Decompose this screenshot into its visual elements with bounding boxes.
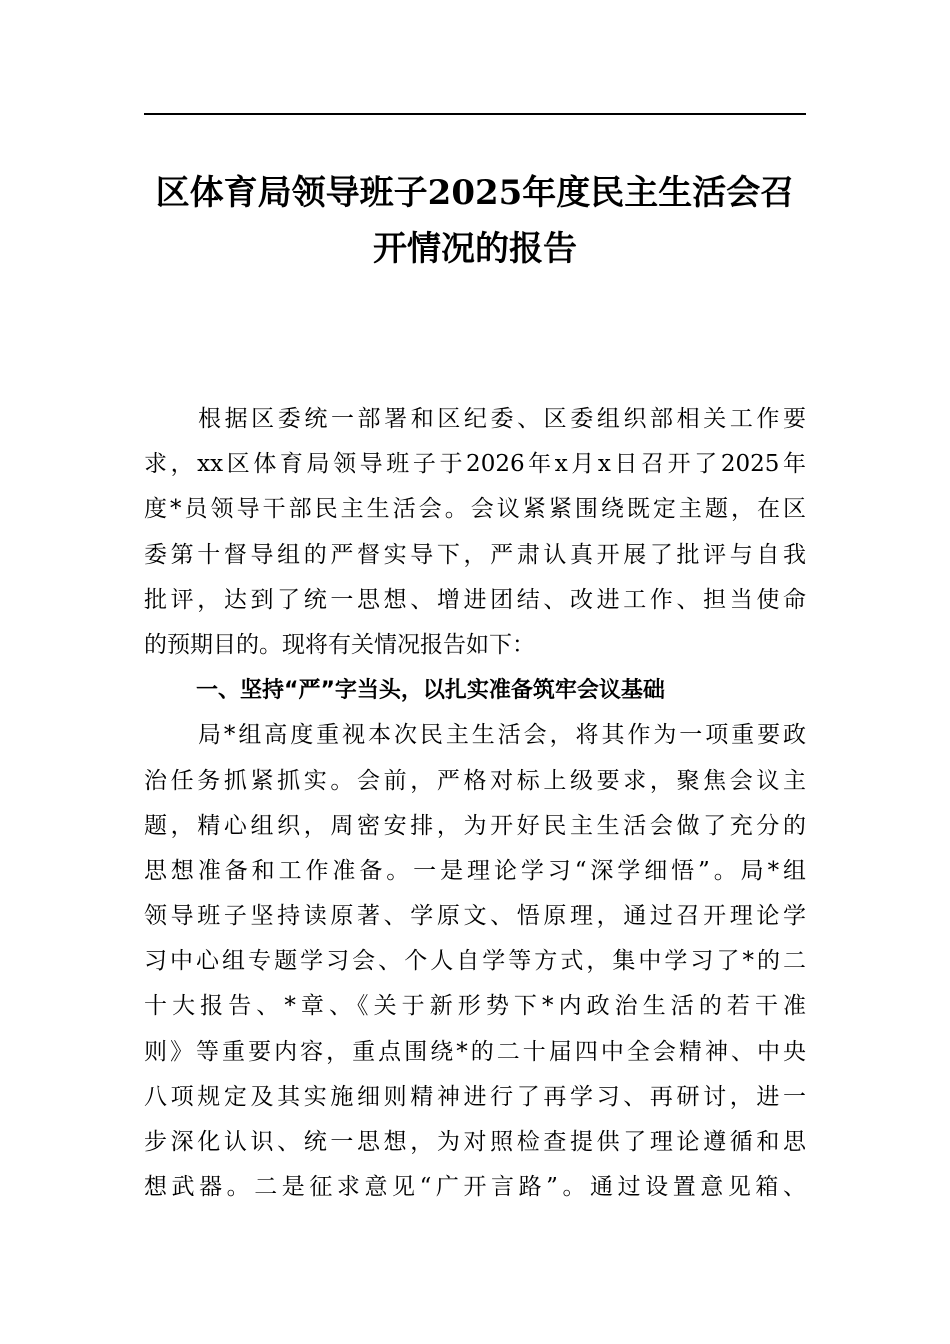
paragraph-line: 则》等重要内容，重点围绕*的二十届四中全会精神、中央 (144, 1038, 806, 1065)
document-body (144, 397, 806, 1210)
paragraph-line: 求，xx区体育局领导班子于2026年x月x日召开了2025年 (144, 451, 806, 478)
paragraph-line: 批评，达到了统一思想、增进团结、改进工作、担当使命 (144, 586, 806, 613)
paragraph-line: 习中心组专题学习会、个人自学等方式，集中学习了*的二 (144, 948, 806, 975)
paragraph-line: 十大报告、*章、《关于新形势下*内政治生活的若干准 (144, 993, 806, 1020)
intro-paragraph (144, 397, 806, 668)
paragraph-line: 思想准备和工作准备。一是理论学习“深学细悟”。局*组 (144, 857, 806, 884)
paragraph-line: 局*组高度重视本次民主生活会，将其作为一项重要政 (198, 722, 806, 749)
paragraph-line: 委第十督导组的严督实导下，严肃认真开展了批评与自我 (144, 541, 806, 568)
title-line-1: 区体育局领导班子2025年度民主生活会召 (155, 173, 795, 213)
paragraph-line: 治任务抓紧抓实。会前，严格对标上级要求，聚焦会议主 (144, 767, 806, 794)
header-rule (144, 113, 806, 115)
paragraph-line: 想武器。二是征求意见“广开言路”。通过设置意见箱、 (144, 1174, 806, 1201)
paragraph-line: 步深化认识、统一思想，为对照检查提供了理论遵循和思 (144, 1129, 806, 1155)
document-title (144, 165, 806, 277)
title-line-2: 开情况的报告 (373, 229, 577, 269)
paragraph-line: 度*员领导干部民主生活会。会议紧紧围绕既定主题，在区 (144, 496, 806, 523)
paragraph-line: 的预期目的。现将有关情况报告如下： (144, 631, 535, 658)
paragraph-line: 领导班子坚持读原著、学原文、悟原理，通过召开理论学 (144, 903, 806, 930)
paragraph-line: 题，精心组织，周密安排，为开好民主生活会做了充分的 (144, 812, 806, 839)
section-paragraph (144, 713, 806, 1210)
section-heading: 一、坚持“严”字当头，以扎实准备筑牢会议基础 (196, 678, 665, 704)
paragraph-line: 根据区委统一部署和区纪委、区委组织部相关工作要 (198, 406, 806, 432)
paragraph-line: 八项规定及其实施细则精神进行了再学习、再研讨，进一 (144, 1083, 806, 1110)
